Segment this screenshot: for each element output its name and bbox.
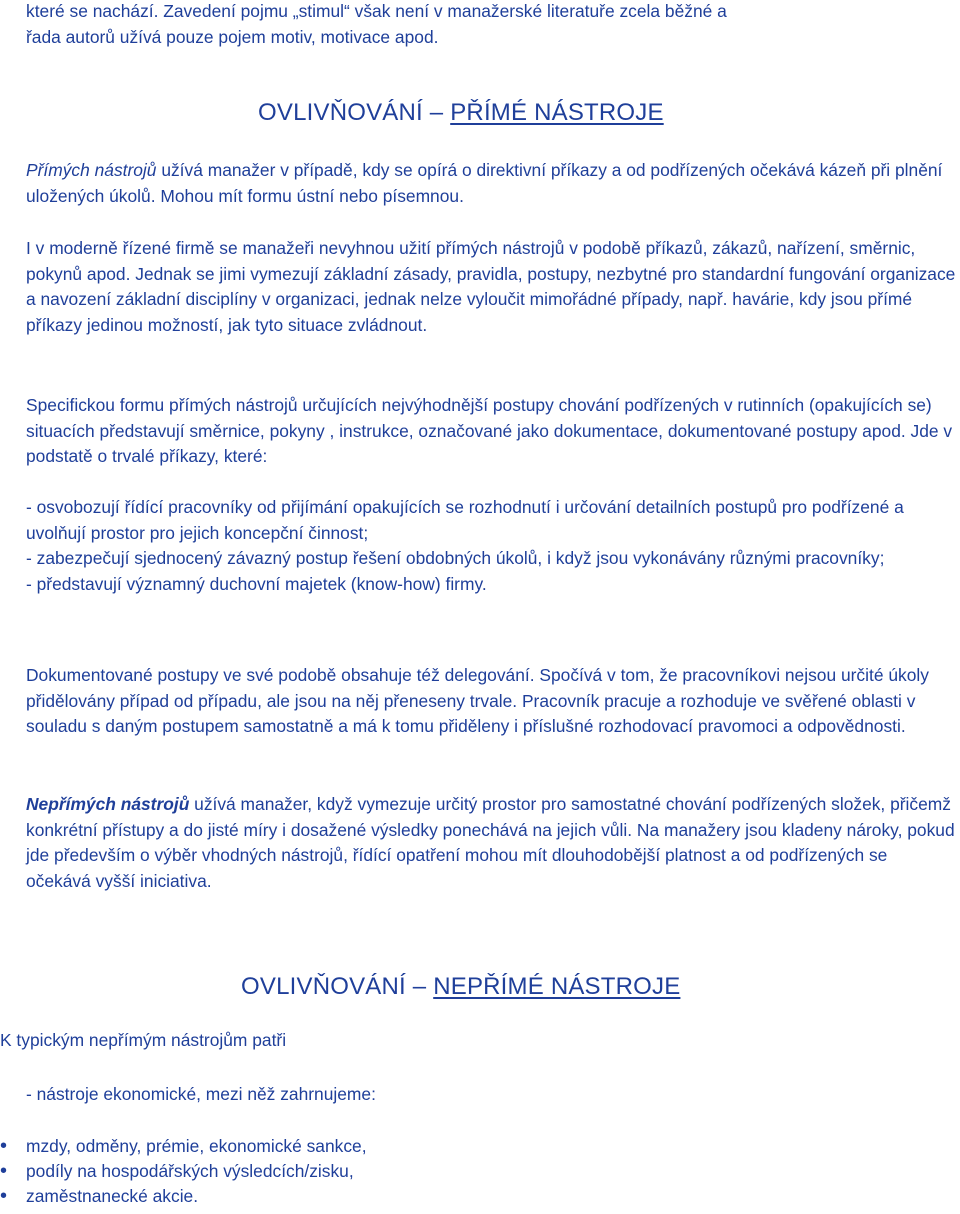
heading-direct-prefix: OVLIVŇOVÁNÍ –	[258, 99, 451, 126]
term-indirect-tools: Nepřímých nástrojů	[26, 794, 190, 814]
paragraph-specific-form: Specifickou formu přímých nástrojů určujících nejvýhodnější postupy chování podřízených v rutinních (opakujících se) situacích představují směrnice, pokyny , instrukce, označované jako dokumentace, dokumentované postupy apod. Jde v podstatě o trvalé příkazy, které:	[26, 395, 953, 466]
list-item	[0, 1134, 960, 1159]
paragraph-indirect-definition	[26, 792, 956, 894]
heading-indirect-prefix: OVLIVŇOVÁNÍ –	[241, 973, 434, 1000]
list-item-text: podíly na hospodářských výsledcích/zisku,	[26, 1161, 354, 1181]
paragraph-modern-firm: I v moderně řízené firmě se manažeři nevyhnou užití přímých nástrojů v podobě příkazů, zákazů, nařízení, směrnic, pokynů apod. Jednak se jimi vymezují základní zásady, pravidla, postupy, nezbytné pro standardní fungování organizace a navození základní disciplíny v organizaci, jednak nelze vyloučit mimořádné případy, např. havárie, kdy jsou přímé příkazy jedinou možností, jak tyto situace zvládnout.	[26, 238, 956, 335]
paragraph-delegation: Dokumentované postupy ve své podobě obsahuje též delegování. Spočívá v tom, že pracovníkovi nejsou určité úkoly přidělovány případ od případu, ale jsou na něj přeneseny trvale. Pracovník pracuje a rozhoduje ve svěřené oblasti v souladu s daným postupem samostatně a má k tomu přiděleny i příslušné rozhodovací pravomoci a odpovědnosti.	[26, 665, 929, 736]
intro-line-1: které se nachází. Zavedení pojmu „stimul“ však není v manažerské literatuře zcela běžné a	[26, 1, 727, 21]
bullet-icon: •	[0, 1160, 8, 1182]
heading-indirect-tools	[241, 972, 680, 1002]
heading-indirect-underlined: NEPŘÍMÉ NÁSTROJE	[433, 973, 681, 1000]
paragraph-direct-definition-text: užívá manažer v případě, kdy se opírá o direktivní příkazy a od podřízených očekává kázeň při plnění uložených úkolů. Mohou mít formu ústní nebo písemnou.	[26, 160, 943, 206]
bullet-list	[0, 1134, 960, 1214]
intro-paragraph	[26, 0, 956, 50]
list-item-text: mzdy, odměny, prémie, ekonomické sankce,	[26, 1136, 367, 1156]
term-direct-tools: Přímých nástrojů	[26, 160, 157, 180]
bullet-icon: •	[0, 1135, 8, 1157]
list-item	[0, 1159, 960, 1184]
list-item	[0, 1184, 960, 1209]
heading-direct-underlined: PŘÍMÉ NÁSTROJE	[450, 99, 664, 126]
bullet-icon: •	[0, 1185, 8, 1207]
paragraph-direct-definition	[26, 158, 956, 209]
heading-direct-tools	[258, 98, 664, 128]
intro-line-2: řada autorů užívá pouze pojem motiv, motivace apod.	[26, 26, 439, 47]
paragraph-dash-list: - osvobozují řídící pracovníky od přijímání opakujících se rozhodnutí i určování detailních postupů pro podřízené a uvolňují prostor pro jejich koncepční činnost; - zabezpečují sjednocený závazný postup řešení obdobných úkolů, i když jsou vykonávány různými pracovníky; - představují významný duchovní majetek (know-how) firmy.	[26, 497, 904, 594]
paragraph-typical-indirect: K typickým nepřímým nástrojům patři	[0, 1030, 287, 1050]
list-item-text: zaměstnanecké akcie.	[26, 1186, 199, 1206]
paragraph-indirect-definition-text: užívá manažer, když vymezuje určitý prostor pro samostatné chování podřízených složek, přičemž konkrétní přístupy a do jisté míry i dosažené výsledky ponechává na jejich vůli. Na manažery jsou kladeny nároky, pokud jde především o výběr vhodných nástrojů, řídící opatření mohou mít dlouhodobější platnost a od podřízených se očekává vyšší iniciativa.	[26, 794, 955, 891]
paragraph-economic-tools: - nástroje ekonomické, mezi něž zahrnujeme:	[26, 1084, 376, 1104]
